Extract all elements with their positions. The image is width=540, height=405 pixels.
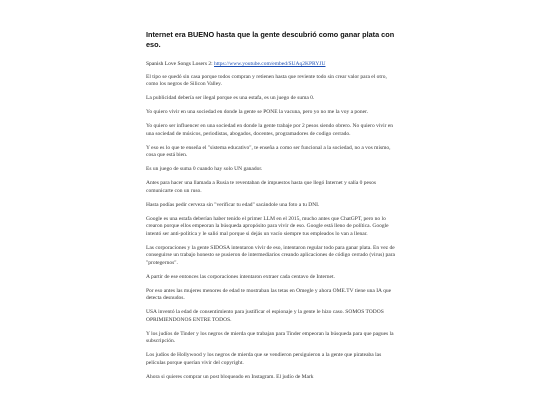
paragraph: USA inventó la edad de consentimiento para justificar el espionaje y la gente le hizo caso. SOMOS TODOS OPRIMIENDONOS ENTRE TODOS.: [146, 309, 384, 323]
paragraph: Hasta podías pedir cerveza sin "verificar tu edad" sacándole una foto a tu DNI.: [146, 201, 320, 208]
article: [146, 30, 396, 388]
intro-text: Spanish Love Songs Losers 2:: [146, 61, 214, 67]
paragraph: Y los judíos de Tinder y los negros de mierda que trabajan para Tinder empeoran la búsqueda para que pagues la subscripción.: [146, 330, 394, 344]
paragraph: La publicidad debería ser ilegal porque es una estafa, es un juego de suma 0.: [146, 95, 315, 101]
youtube-link[interactable]: https://www.youtube.com/embed/SUAq2KPRYJU: [214, 61, 326, 67]
paragraph: Google es una estafa deberían haber tenido el primer LLM en el 2015, mucho antes que ChatGPT, pero no lo crearon porque ellos empeoran la búsqueda apropósito para vivir de eso. Google está lleno de política. Google intentó ser anti-política y le salió mal porque si dejás un vacío siempre tus empleados lo van a llenar.: [146, 215, 389, 237]
paragraph: A partir de ese entonces las corporaciones intentaron extraer cada centavo de Internet.: [146, 273, 335, 280]
paragraph: Yo quiero ser influencer en una sociedad en donde la gente trabaje por 2 pesos siendo obrero. No quiero vivir en una sociedad de músicos, periodistas, abogados, docentes, programadores de codigo cerrado.: [146, 123, 394, 137]
paragraph: Antes para hacer una llamada a Rusia te reventaban de impuestos hasta que llegó Internet y salía 0 pesos comunicarte con un ruso.: [146, 180, 377, 194]
paragraph: Ahora si quieres comprar un post bloqueado en Instagram. El judío de Mark: [146, 373, 314, 380]
intro-line: [146, 61, 396, 69]
paragraph: Y eso es lo que te enseña el "sistema educativo", te enseña a como ser funcional a la sociedad, no a vos mismo, cosa que está bien.: [146, 144, 391, 158]
paragraph: Los judíos de Hollywood y los negros de mierda que se vendieron persiguieron a la gente que pirateaba las películas porque querían vivir del copyright.: [146, 352, 382, 366]
article-title: Internet era BUENO hasta que la gente descubrió como ganar plata con eso.: [146, 30, 395, 49]
paragraph: Por eso antes las mujeres menores de edad te mostraban las tetas en Omegle y ahora OME.TV tiene una IA que detecta desnudos.: [146, 287, 392, 301]
paragraph: Las corporaciones y la gente SIDOSA intentaron vivir de eso, intentaron regular todo para ganar plata. En vez de conseguirse un trabajo honesto se pusieron de intermediarios creando aplicaciones de código cerrado (virus) para "protegernos".: [146, 244, 395, 266]
paragraph: El tipo se quedó sin casa porque todos compran y retienen hasta que reviente todo sin crear valor para el otro, como los negros de Silicon Valley.: [146, 73, 387, 87]
paragraph: Yo quiero vivir en una sociedad en donde la gente se PONE la vacuna, pero yo no me la voy a poner.: [146, 109, 368, 115]
paragraph: Es un juego de suma 0 cuando hay solo UN ganador.: [146, 166, 263, 172]
